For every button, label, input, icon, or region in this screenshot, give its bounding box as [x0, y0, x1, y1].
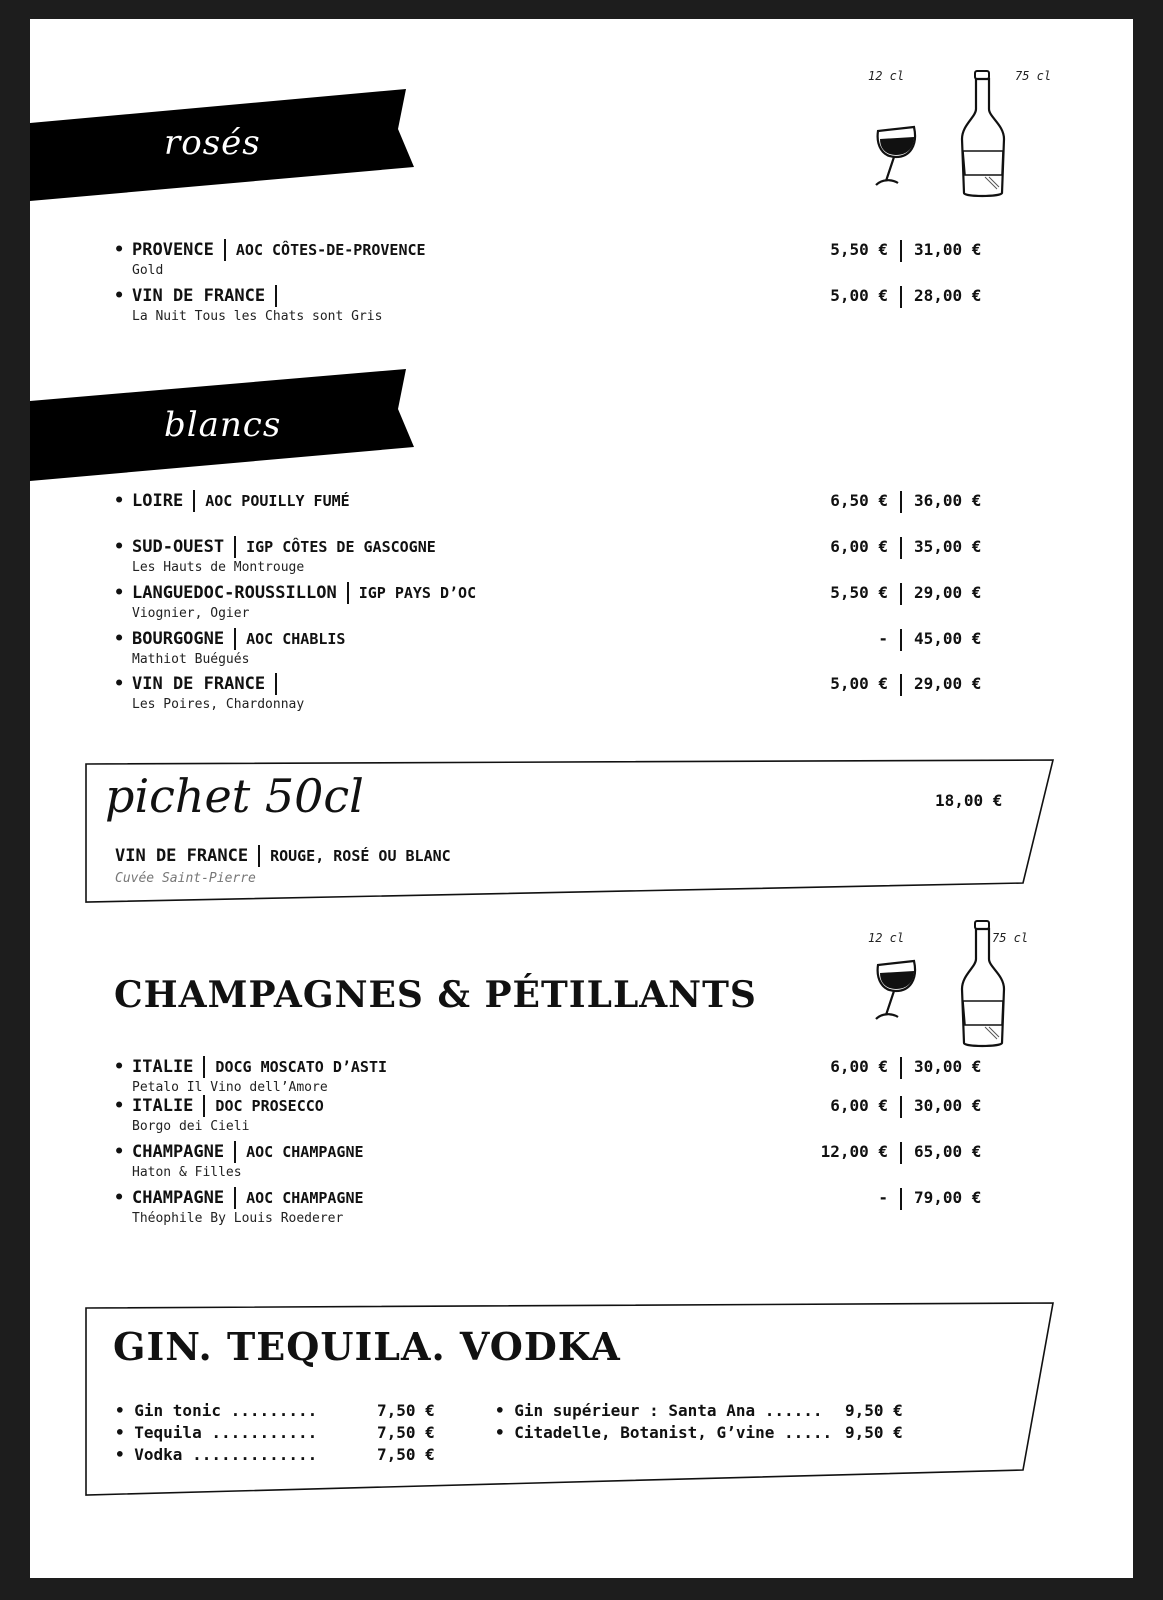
pichet-desc: Cuvée Saint-Pierre [115, 871, 256, 886]
wine-appellation: IGP CÔTES DE GASCOGNE [246, 538, 436, 556]
wine-name-line [114, 1187, 364, 1209]
wine-prices [810, 628, 994, 650]
bullet: • [114, 1142, 125, 1162]
price-75cl: 29,00 € [914, 583, 982, 602]
wine-item [114, 1141, 364, 1180]
wine-prices [810, 1187, 994, 1209]
spirits-box [85, 1302, 1055, 1512]
separator [900, 1057, 902, 1079]
wine-name-line [114, 239, 426, 261]
price-12cl: 5,50 € [830, 583, 888, 602]
size-75cl-label: 75 cl [1015, 69, 1052, 83]
price-75cl: 30,00 € [914, 1057, 982, 1076]
spirit-price: 7,50 € [377, 1401, 435, 1420]
price-12cl: 6,00 € [830, 1096, 888, 1115]
wine-description: Les Poires, Chardonnay [132, 697, 305, 712]
separator [275, 673, 277, 695]
spirit-label: • Citadelle, Botanist, G’vine ..... [495, 1423, 833, 1442]
wine-item [114, 1187, 364, 1226]
wine-prices [810, 536, 994, 558]
wine-name-line [114, 582, 476, 604]
spirits-title: GIN. TEQUILA. VODKA [113, 1324, 621, 1369]
separator [224, 239, 226, 261]
wine-region: CHAMPAGNE [132, 1142, 225, 1162]
separator [900, 286, 902, 308]
separator [203, 1056, 205, 1078]
wine-prices [810, 285, 994, 307]
wine-description: Viognier, Ogier [132, 606, 250, 621]
separator [234, 628, 236, 650]
price-12cl: 6,50 € [830, 491, 888, 510]
wine-appellation: IGP PAYS D’OC [358, 584, 477, 602]
wine-description: Haton & Filles [132, 1165, 242, 1180]
separator [234, 1187, 236, 1209]
wine-appellation: AOC POUILLY FUMÉ [205, 492, 350, 510]
separator [193, 490, 195, 512]
wine-prices [810, 1141, 994, 1163]
spirit-price: 9,50 € [845, 1401, 903, 1420]
pichet-price: 18,00 € [935, 791, 1003, 810]
wine-description: Les Hauts de Montrouge [132, 560, 305, 575]
wine-name-line [114, 490, 350, 512]
wine-item [114, 628, 345, 667]
champagnes-title: CHAMPAGNES & PÉTILLANTS [114, 974, 757, 1016]
separator [234, 1141, 236, 1163]
wine-name-line [114, 285, 382, 307]
separator [900, 629, 902, 651]
wine-item [114, 285, 382, 324]
wine-prices [810, 582, 994, 604]
separator [900, 674, 902, 696]
wine-region: BOURGOGNE [132, 629, 225, 649]
wine-bottle-icon [955, 69, 1011, 201]
wine-description: Gold [132, 263, 164, 278]
wine-glass-icon [872, 119, 924, 191]
wine-name-line [114, 1095, 324, 1117]
wine-region: VIN DE FRANCE [132, 286, 266, 306]
pichet-box [85, 759, 1055, 905]
wine-prices [810, 673, 994, 695]
wine-region: CHAMPAGNE [132, 1188, 225, 1208]
price-12cl: - [878, 629, 888, 648]
wine-name-line [114, 628, 345, 650]
wine-item [114, 490, 350, 512]
wine-item [114, 582, 476, 621]
spirit-label: • Tequila ........... [115, 1423, 318, 1442]
size-12cl-label-2: 12 cl [868, 931, 905, 945]
wine-prices [810, 1095, 994, 1117]
wine-item [114, 673, 304, 712]
bullet: • [114, 1057, 125, 1077]
bullet: • [114, 286, 125, 306]
wine-region: VIN DE FRANCE [132, 674, 266, 694]
pichet-title: pichet 50cl [105, 769, 364, 823]
wine-name-line [114, 1056, 387, 1078]
wine-region: SUD-OUEST [132, 537, 225, 557]
bullet: • [114, 1096, 125, 1116]
roses-banner [30, 89, 430, 209]
pichet-appellation: ROUGE, ROSÉ OU BLANC [270, 847, 451, 865]
wine-description: Borgo dei Cieli [132, 1119, 250, 1134]
wine-prices [810, 239, 994, 261]
wine-appellation: AOC CHAMPAGNE [246, 1189, 364, 1207]
wine-item [114, 1056, 387, 1095]
price-75cl: 36,00 € [914, 491, 982, 510]
price-12cl: 5,00 € [830, 674, 888, 693]
bullet: • [114, 583, 125, 603]
bullet: • [114, 537, 125, 557]
bullet: • [114, 240, 125, 260]
price-12cl: 5,50 € [830, 240, 888, 259]
wine-region: LANGUEDOC-ROUSSILLON [132, 583, 337, 603]
separator [900, 1188, 902, 1210]
wine-name-line [114, 1141, 364, 1163]
wine-region: PROVENCE [132, 240, 214, 260]
wine-description: Théophile By Louis Roederer [132, 1211, 344, 1226]
size-75cl-label-2: 75 cl [992, 931, 1029, 945]
spirit-price: 7,50 € [377, 1423, 435, 1442]
spirit-price: 7,50 € [377, 1445, 435, 1464]
separator [203, 1095, 205, 1117]
price-12cl: 6,00 € [830, 1057, 888, 1076]
wine-glass-icon [872, 953, 924, 1025]
wine-description: Petalo Il Vino dell’Amore [132, 1080, 328, 1095]
separator [275, 285, 277, 307]
price-12cl: 12,00 € [820, 1142, 888, 1161]
wine-item [114, 239, 426, 278]
roses-title: rosés [164, 123, 261, 163]
wine-item [114, 1095, 324, 1134]
wine-region: LOIRE [132, 491, 184, 511]
spirit-label: • Gin supérieur : Santa Ana ...... [495, 1401, 823, 1420]
separator [234, 536, 236, 558]
pichet-line [115, 845, 451, 867]
wine-region: ITALIE [132, 1057, 194, 1077]
spirit-price: 9,50 € [845, 1423, 903, 1442]
price-12cl: 5,00 € [830, 286, 888, 305]
wine-name-line [114, 536, 436, 558]
spirit-label: • Vodka ............. [115, 1445, 318, 1464]
wine-prices [810, 490, 994, 512]
blancs-banner [30, 369, 430, 489]
blancs-title: blancs [164, 405, 282, 445]
price-75cl: 79,00 € [914, 1188, 982, 1207]
wine-appellation: DOC PROSECCO [215, 1097, 324, 1115]
wine-item [114, 536, 436, 575]
wine-appellation: AOC CHAMPAGNE [246, 1143, 364, 1161]
wine-appellation: AOC CÔTES-DE-PROVENCE [235, 241, 426, 259]
separator [900, 491, 902, 513]
price-75cl: 28,00 € [914, 286, 982, 305]
separator [347, 582, 349, 604]
separator [900, 583, 902, 605]
separator [900, 537, 902, 559]
pichet-region: VIN DE FRANCE [115, 846, 249, 866]
price-75cl: 45,00 € [914, 629, 982, 648]
wine-name-line [114, 673, 304, 695]
price-75cl: 31,00 € [914, 240, 982, 259]
bullet: • [114, 491, 125, 511]
price-75cl: 65,00 € [914, 1142, 982, 1161]
separator [900, 1142, 902, 1164]
spirit-label: • Gin tonic ......... [115, 1401, 318, 1420]
menu-page [30, 19, 1133, 1578]
separator [900, 240, 902, 262]
bullet: • [114, 1188, 125, 1208]
price-75cl: 35,00 € [914, 537, 982, 556]
price-75cl: 29,00 € [914, 674, 982, 693]
wine-region: ITALIE [132, 1096, 194, 1116]
bullet: • [114, 674, 125, 694]
wine-description: Mathiot Buégués [132, 652, 250, 667]
separator [900, 1096, 902, 1118]
wine-appellation: AOC CHABLIS [246, 630, 346, 648]
bullet: • [114, 629, 125, 649]
price-75cl: 30,00 € [914, 1096, 982, 1115]
wine-appellation: DOCG MOSCATO D’ASTI [215, 1058, 388, 1076]
wine-prices [810, 1056, 994, 1078]
size-12cl-label: 12 cl [868, 69, 905, 83]
wine-bottle-icon [955, 919, 1011, 1051]
price-12cl: - [878, 1188, 888, 1207]
wine-description: La Nuit Tous les Chats sont Gris [132, 309, 383, 324]
price-12cl: 6,00 € [830, 537, 888, 556]
